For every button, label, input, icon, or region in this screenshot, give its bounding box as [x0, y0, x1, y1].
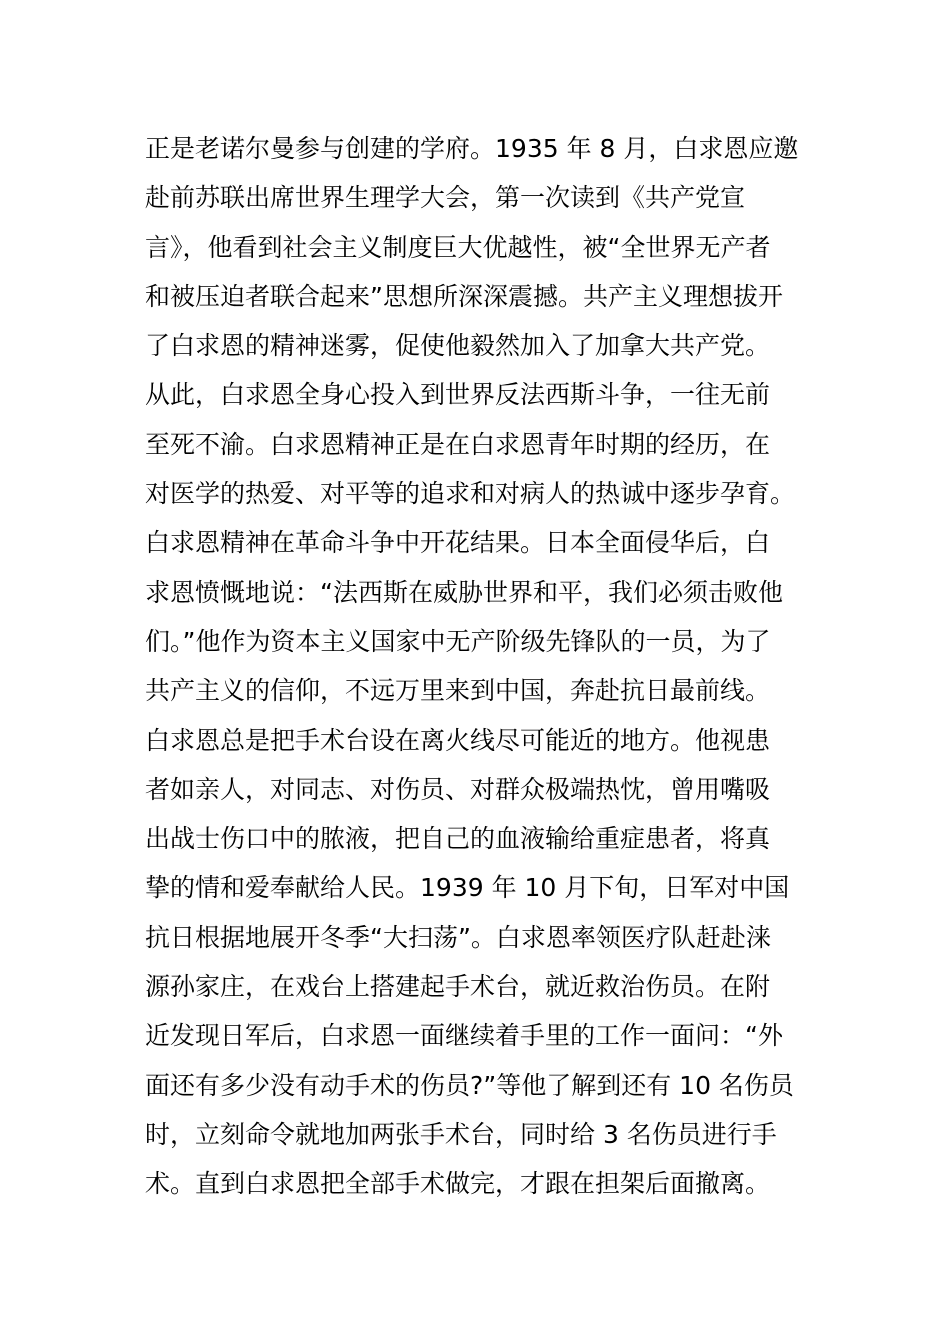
text-line: 术。直到白求恩把全部手术做完，才跟在担架后面撤离。: [145, 1169, 771, 1199]
text-line: 者如亲人，对同志、对伤员、对群众极端热忱，曾用嘴吸: [145, 774, 771, 804]
text-line: 赴前苏联出席世界生理学大会，第一次读到《共产党宣: [145, 183, 746, 213]
text-line: 们。”他作为资本主义国家中无产阶级先锋队的一员，为了: [145, 626, 771, 656]
text-line: 从此，白求恩全身心投入到世界反法西斯斗争，一往无前: [145, 380, 771, 410]
text-line: 对医学的热爱、对平等的追求和对病人的热诚中逐步孕育。: [145, 479, 796, 509]
text-line: 源孙家庄，在戏台上搭建起手术台，就近救治伤员。在附: [145, 972, 771, 1002]
text-line: 出战士伤口中的脓液，把自己的血液输给重症患者，将真: [145, 824, 771, 854]
text-line: 至死不渝。白求恩精神正是在白求恩青年时期的经历，在: [145, 429, 771, 459]
text-line: 言》，他看到社会主义制度巨大优越性，被“全世界无产者: [145, 232, 771, 262]
body-paragraph: [145, 124, 815, 1209]
text-line: 抗日根据地展开冬季“大扫荡”。白求恩率领医疗队赶赴涞: [145, 922, 771, 952]
text-line: 和被压迫者联合起来”思想所深深震撼。共产主义理想拔开: [145, 281, 783, 311]
text-line: 了白求恩的精神迷雾，促使他毅然加入了加拿大共产党。: [145, 331, 771, 361]
text-line: 正是老诺尔曼参与创建的学府。1935 年 8 月，白求恩应邀: [145, 134, 799, 163]
text-line: 挚的情和爱奉献给人民。1939 年 10 月下旬，日军对中国: [145, 873, 790, 903]
text-line: 时，立刻命令就地加两张手术台，同时给 3 名伤员进行手: [145, 1119, 777, 1149]
text-line: 求恩愤慨地说：“法西斯在威胁世界和平，我们必须击败他: [145, 577, 783, 607]
text-line: 白求恩精神在革命斗争中开花结果。日本全面侵华后，白: [145, 528, 771, 558]
text-line: 共产主义的信仰，不远万里来到中国，奔赴抗日最前线。: [145, 676, 771, 706]
text-line: 白求恩总是把手术台设在离火线尽可能近的地方。他视患: [145, 725, 771, 755]
text-line: 近发现日军后，白求恩一面继续着手里的工作一面问：“外: [145, 1021, 783, 1051]
text-line: 面还有多少没有动手术的伤员?”等他了解到还有 10 名伤员: [145, 1070, 794, 1100]
